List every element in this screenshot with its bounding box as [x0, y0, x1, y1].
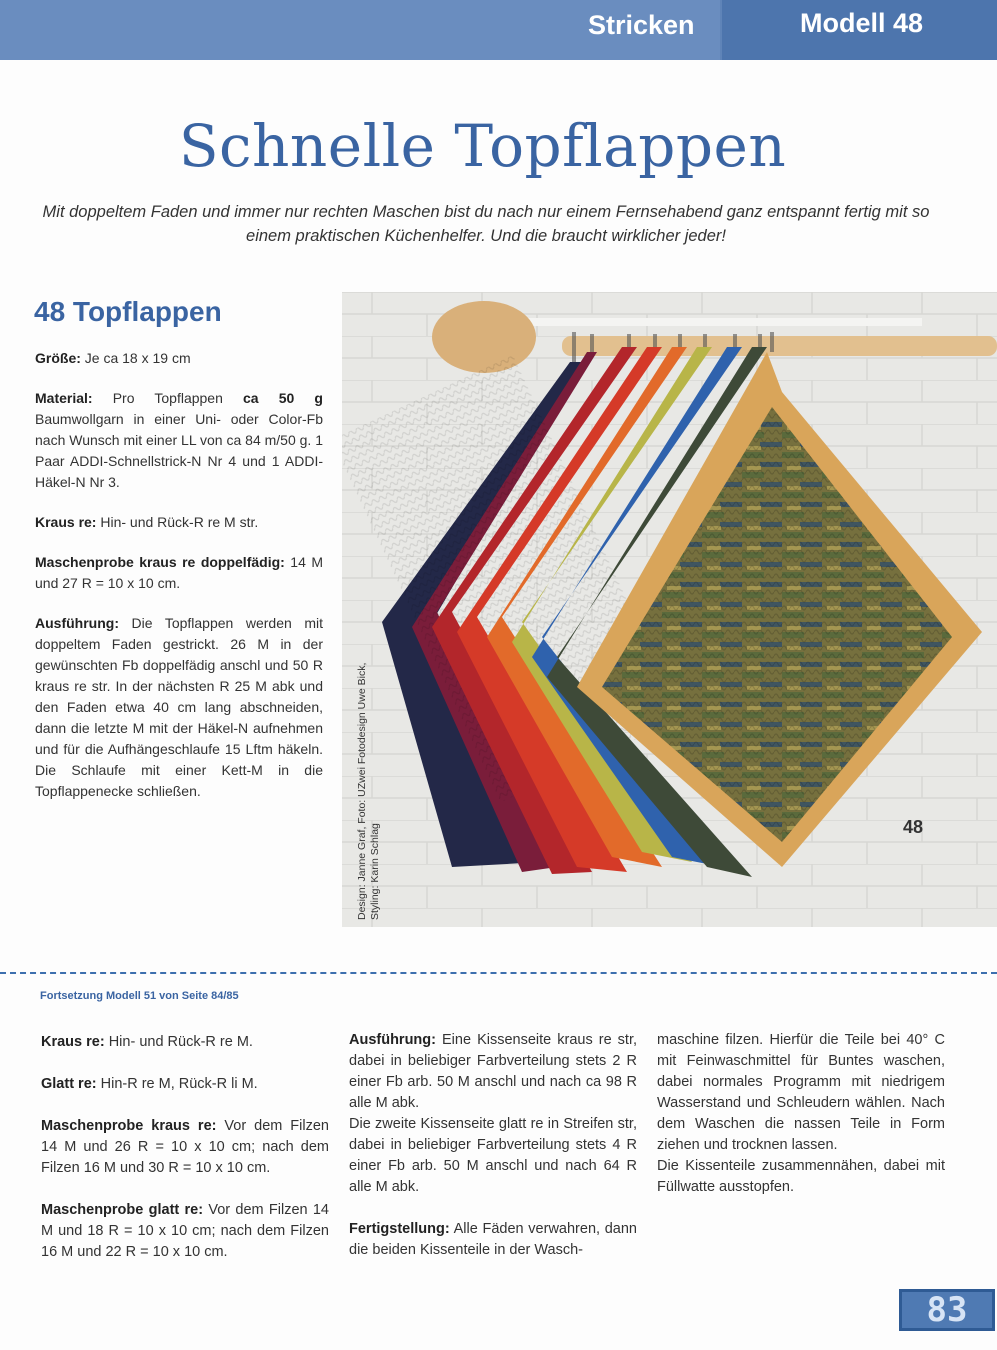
size-text: Je ca 18 x 19 cm — [80, 350, 191, 366]
photo-model-number: 48 — [903, 817, 924, 837]
potholders-illustration — [342, 292, 997, 927]
stockinette-label: Glatt re: — [41, 1076, 97, 1092]
size-paragraph — [35, 348, 323, 369]
second-side-paragraph: Die zweite Kissenseite glatt re in Streifen str, dabei in beliebiger Farbverteilung stets 4 R einer Fb arb. 50 M anschl und nach 64 R alle M abk. — [349, 1116, 637, 1195]
continuation-note: Fortsetzung Modell 51 von Seite 84/85 — [40, 990, 239, 1002]
gauge-garter-text: Vor dem Filzen 14 M und 26 R = 10 x 10 cm; nach dem Filzen 16 M und 30 R = 10 x 10 cm. — [41, 1118, 329, 1176]
garter-text: Hin- und Rück-R re M str. — [96, 514, 259, 530]
material-text-1: Pro Topflappen — [92, 390, 244, 406]
intro-text: Mit doppeltem Faden und immer nur rechten Maschen bist du nach nur einem Fernsehabend ganz entspannt fertig mit so einem praktischen Küchenhelfer. Und die braucht wirklicher jeder! — [42, 203, 930, 245]
material-amount: ca 50 g — [243, 390, 323, 406]
gauge-garter-label: Maschenprobe kraus re: — [41, 1118, 217, 1134]
cushion-execution-text: Eine Kissenseite kraus re str, dabei in beliebiger Farbverteilung stets 2 R einer Fb arb. 50 M anschl und nach ca 98 R alle M abk. — [349, 1032, 637, 1111]
finishing-label: Fertigstellung: — [349, 1221, 450, 1237]
assembly-paragraph: Die Kissenteile zusammennähen, dabei mit Füllwatte ausstopfen. — [657, 1158, 945, 1195]
stockinette-text: Hin-R re M, Rück-R li M. — [96, 1076, 258, 1092]
dashed-divider — [0, 972, 997, 974]
gauge-paragraph — [35, 552, 323, 594]
finishing-text: Alle Fäden verwahren, dann die beiden Kissenteile in der Wasch- — [349, 1221, 637, 1258]
photo-credit-line-2: Styling: Karin Schlag — [369, 823, 381, 920]
header-category: Stricken — [588, 10, 695, 40]
garter-stitch-text: Hin- und Rück-R re M. — [104, 1034, 253, 1050]
gauge-stockinette-label: Maschenprobe glatt re: — [41, 1202, 204, 1218]
gauge-text: 14 M und 27 R = 10 x 10 cm. — [35, 554, 323, 591]
garter-stitch-label: Kraus re: — [41, 1034, 105, 1050]
continuation-column-2 — [349, 1030, 637, 1282]
cushion-execution-label: Ausführung: — [349, 1032, 436, 1048]
stockinette-paragraph — [41, 1074, 329, 1095]
gauge-stockinette-paragraph — [41, 1200, 329, 1263]
page-title: Schnelle Topflappen — [178, 112, 787, 180]
material-label: Material: — [35, 390, 93, 406]
page-number: 83 — [899, 1289, 995, 1331]
garter-label: Kraus re: — [35, 514, 97, 530]
gauge-stockinette-text: Vor dem Filzen 14 M und 18 R = 10 x 10 cm; nach dem Filzen 16 M und 22 R = 10 x 10 cm. — [41, 1202, 329, 1260]
garter-stitch-paragraph — [41, 1032, 329, 1053]
potholders-photo — [342, 292, 997, 927]
execution-paragraph — [35, 613, 323, 802]
material-text-2: Baumwollgarn in einer Uni- oder Color-Fb nach Wunsch mit einer LL von ca 84 m/50 g. 1 Paar ADDI-Schnellstrick-N Nr 4 und 1 ADDI-Häkel-N Nr 3. — [35, 411, 323, 490]
pattern-instructions — [35, 348, 323, 821]
photo-credit — [356, 663, 382, 920]
pattern-heading: 48 Topflappen — [34, 296, 222, 327]
finishing-paragraph — [349, 1219, 637, 1261]
gauge-label: Maschenprobe kraus re doppelfädig: — [35, 554, 285, 570]
felting-paragraph: maschine filzen. Hierfür die Teile bei 40° C mit Feinwaschmittel für Buntes waschen, dabei normales Programm mit niedrigem Wasserstand und Schleudern wählen. Nach dem Waschen die nassen Teile in Form ziehen und trocknen lassen. — [657, 1032, 945, 1153]
photo-credit-line-1: Design: Janne Graf, Foto: UZwei Fotodesign Uwe Bick, — [356, 662, 368, 920]
wooden-spoon — [432, 301, 536, 373]
continuation-column-1 — [41, 1032, 329, 1284]
material-paragraph — [35, 388, 323, 493]
execution-label: Ausführung: — [35, 615, 119, 631]
gauge-garter-paragraph — [41, 1116, 329, 1179]
cushion-execution-paragraph — [349, 1030, 637, 1114]
continuation-column-3 — [657, 1030, 945, 1219]
header-model: Modell 48 — [800, 8, 924, 38]
garter-paragraph — [35, 512, 323, 533]
size-label: Größe: — [35, 350, 81, 366]
execution-text: Die Topflappen werden mit doppeltem Faden gestrickt. 26 M in der gewünschten Fb doppelfädig anschl und 50 R kraus re str. In der nächsten R 25 M abk und den Faden etwa 40 cm lang abschneiden, dann die letzte M mit der Häkel-N aufnehmen und für die Aufhängeschlaufe 15 Lftm häkeln. Die Schlaufe mit einer Kett-M in die Topflappenecke schließen. — [35, 615, 323, 799]
